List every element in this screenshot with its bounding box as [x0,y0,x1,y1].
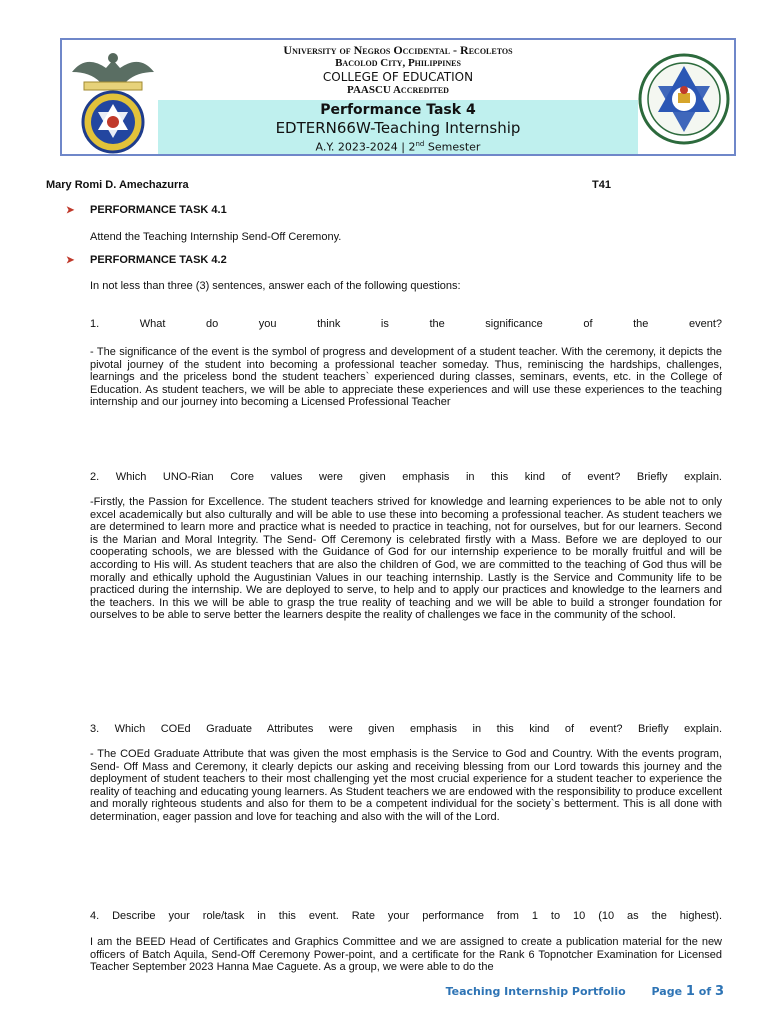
academic-year: A.Y. 2023-2024 | 2nd Semester [315,140,481,154]
footer-page-number: 1 [685,984,695,999]
footer-portfolio-label: Teaching Internship Portfolio [445,985,626,998]
answer-2: -Firstly, the Passion for Excellence. The student teachers strived for knowledge and learning experiences to be able not to only excel academically but also culturally and will be able to use these into becoming a professional teacher. As student teachers we are determined to learn more and practice what is needed to practice in teaching, not for ourselves, but for our learners. Second is the Marian and Moral Integrity. The Send- Off Ceremony is celebrated firstly with a Mass. Before we are deployed to our cooperating schools, we are blessed with the Guidance of God for our internship experience to be morally fruitful and will be according to His will. As student teachers that are also the children of God, we are committed to the teaching of God thus will be morally and ethically uphold the Augustinian Values in our teaching internship. Lastly is the Service and Community life to be practiced during the internship. We are deployed to serve, to help and to apply our practices and knowledge to the learners and the teachers. In this we will be able to grasp the true reality of teaching and we will be able to build a stronger foundation for ourselves to be able to serve better the learners despite the reality of challenges we face in the community of the school. [90,496,722,622]
footer-page-label: Page [651,985,683,998]
footer-of-label: of [698,985,712,998]
university-seal-eagle-icon [66,42,160,154]
performance-task-title: Performance Task 4 [320,102,476,118]
university-city: Bacolod City, Philippines [335,57,461,69]
college-of-education-seal-icon [638,46,730,152]
document-header [60,38,736,156]
header-course-band [158,100,638,154]
task-41-heading [66,204,227,216]
accreditation-text: PAASCU Accredited [347,84,449,96]
page-footer [446,984,724,999]
question-3: 3. Which COEd Graduate Attributes were given emphasis in this kind of event? Briefly explain. [90,723,722,735]
answer-4: I am the BEED Head of Certificates and Graphics Committee and we are assigned to create a publication material for the new officers of Batch Aquila, Send-Off Ceremony Power-point, and a certificate for the Rank 6 Topnotcher Examination for Licensed Teacher September 2023 Hanna Mae Caguete. As a group, we were able to do the [90,936,722,974]
arrow-bullet-icon: ➤ [66,205,75,216]
task-42-instruction: In not less than three (3) sentences, answer each of the following questions: [90,280,461,292]
question-1: 1. What do you think is the significance of the event? [90,318,722,330]
answer-1: - The significance of the event is the symbol of progress and development of a student teacher. With the ceremony, it depicts the pivotal journey of the student into becoming a professional teacher someday. Thus, reminiscing the hardships, challenges, learnings and the priceless bond the student teachers` experienced during classes, seminars, events, etc. in the College of Education. As student teachers, we will be able to appreciate these experiences and will use these experiences to the teaching internship and our journey into becoming a Licensed Professional Teacher [90,346,722,409]
task-41-instruction: Attend the Teaching Internship Send-Off Ceremony. [90,231,342,243]
answer-3: - The COEd Graduate Attribute that was given the most emphasis is the Service to God and Country. With the events program, Send- Off Mass and Ceremony, it clearly depicts our asking and receiving blessing from our Lord towards this journey and the deployment of student teachers to their most challenging yet the most crucial experience for a student teacher to experience the reality of teaching and educating young learners. As Student teachers we are endowed with the responsibility to produce excellent and morally righteous students and also for them to be a competent individual for the society`s betterment. This is all done with determination, eager passion and love for teaching and also with the will of the Lord. [90,748,722,823]
university-name: University of Negros Occidental - Recoletos [283,43,513,57]
college-name: COLLEGE OF EDUCATION [322,70,474,84]
student-info-row [46,179,726,191]
header-institution-block [158,40,638,100]
arrow-bullet-icon: ➤ [66,255,75,266]
task-42-heading [66,254,227,266]
task-42-label: PERFORMANCE TASK 4.2 [90,254,227,266]
question-4: 4. Describe your role/task in this event. Rate your performance from 1 to 10 (10 as the highest). [90,910,722,922]
student-section: T41 [592,179,611,191]
footer-total-pages: 3 [714,984,724,999]
student-name: Mary Romi D. Amechazurra [46,179,189,191]
task-41-label: PERFORMANCE TASK 4.1 [90,204,227,216]
course-title: EDTERN66W-Teaching Internship [275,119,521,137]
question-2: 2. Which UNO-Rian Core values were given emphasis in this kind of event? Briefly explain. [90,471,722,483]
